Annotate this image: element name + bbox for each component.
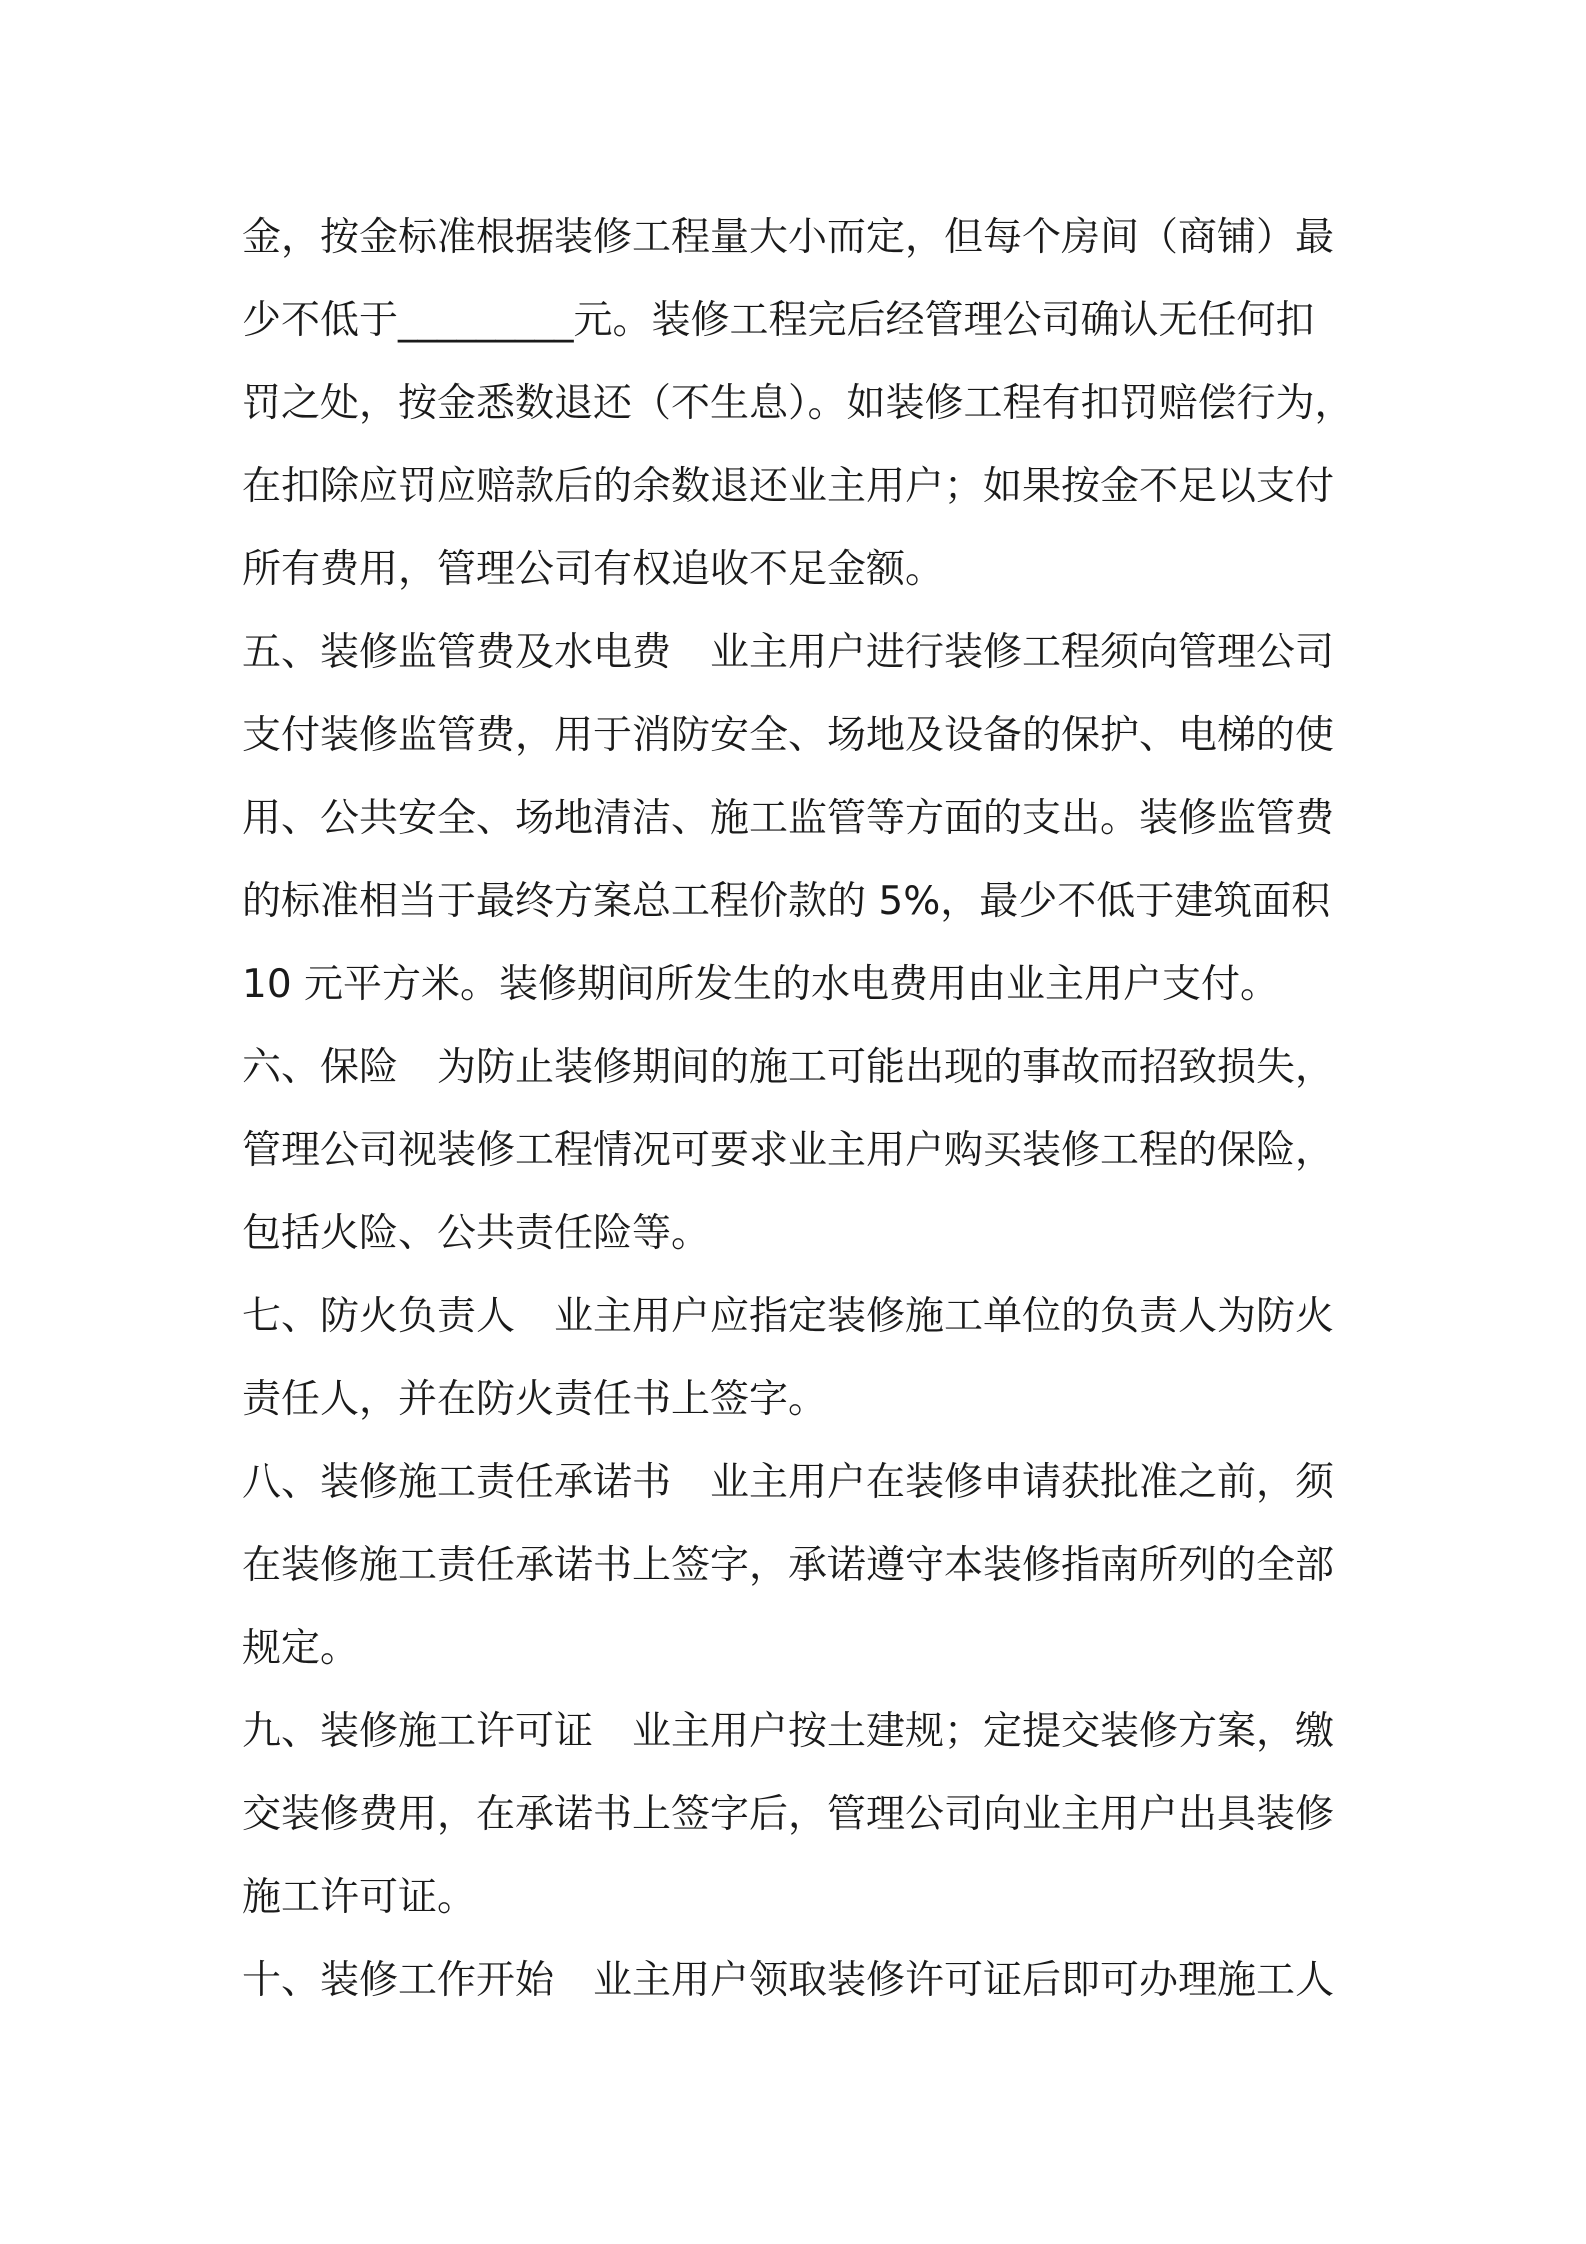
- text-line: 10 元平方米。装修期间所发生的水电费用由业主用户支付。: [242, 962, 1280, 1007]
- section-seven-heading-line: 七、防火负责人 业主用户应指定装修施工单位的负责人为防火: [242, 1294, 1335, 1339]
- text-line: 金，按金标准根据装修工程量大小而定，但每个房间（商铺）最: [242, 215, 1335, 260]
- document-body: [242, 196, 1362, 2022]
- text-line: 罚之处，按金悉数退还（不生息）。如装修工程有扣罚赔偿行为，: [242, 381, 1354, 426]
- text-line: 规定。: [242, 1626, 360, 1671]
- text-line: 责任人，并在防火责任书上签字。: [242, 1377, 828, 1422]
- section-five-heading-line: 五、装修监管费及水电费 业主用户进行装修工程须向管理公司: [242, 630, 1335, 675]
- text-line: 在扣除应罚应赔款后的余数退还业主用户；如果按金不足以支付: [242, 464, 1335, 509]
- section-nine-heading-line: 九、装修施工许可证 业主用户按土建规；定提交装修方案，缴: [242, 1709, 1335, 1754]
- section-six-heading-line: 六、保险 为防止装修期间的施工可能出现的事故而招致损失，: [242, 1045, 1335, 1090]
- text-line: 支付装修监管费，用于消防安全、场地及设备的保护、电梯的使: [242, 713, 1335, 758]
- text-line: 少不低于_________元。装修工程完后经管理公司确认无任何扣: [242, 298, 1315, 343]
- section-eight-heading-line: 八、装修施工责任承诺书 业主用户在装修申请获批准之前，须: [242, 1460, 1335, 1505]
- text-line: 交装修费用，在承诺书上签字后，管理公司向业主用户出具装修: [242, 1792, 1335, 1837]
- text-line: 施工许可证。: [242, 1875, 477, 1920]
- text-line: 的标准相当于最终方案总工程价款的 5%，最少不低于建筑面积: [242, 879, 1331, 924]
- text-line: 包括火险、公共责任险等。: [242, 1211, 711, 1256]
- section-ten-heading-line: 十、装修工作开始 业主用户领取装修许可证后即可办理施工人: [242, 1958, 1335, 2003]
- text-line: 用、公共安全、场地清洁、施工监管等方面的支出。装修监管费: [242, 796, 1335, 841]
- text-line: 管理公司视装修工程情况可要求业主用户购买装修工程的保险，: [242, 1128, 1335, 1173]
- text-line: 在装修施工责任承诺书上签字，承诺遵守本装修指南所列的全部: [242, 1543, 1335, 1588]
- text-line: 所有费用，管理公司有权追收不足金额。: [242, 547, 945, 592]
